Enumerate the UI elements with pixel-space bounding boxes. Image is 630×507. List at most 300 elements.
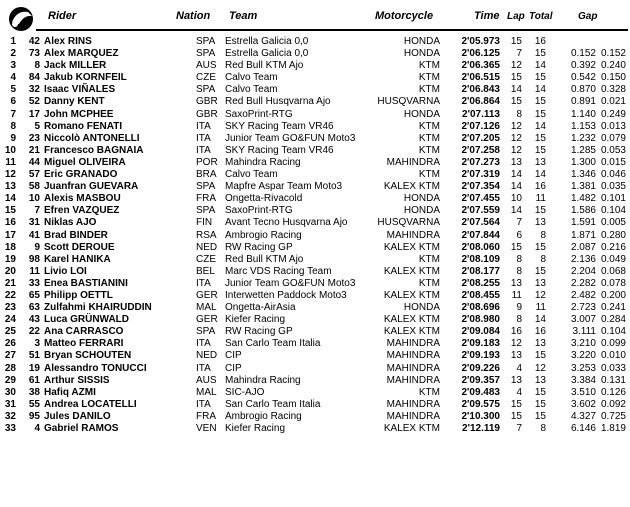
cell-moto: KTM (418, 277, 440, 289)
table-row (0, 48, 630, 60)
cell-total: 16 (534, 181, 546, 193)
cell-rider: Livio LOI (44, 265, 87, 277)
cell-total: 12 (534, 362, 546, 374)
cell-pos: 27 (4, 350, 16, 362)
table-row (0, 423, 630, 435)
cell-nation: AUS (196, 374, 217, 386)
cell-team: Ongetta-AirAsia (225, 302, 296, 314)
cell-moto: MAHINDRA (386, 410, 440, 422)
cell-num: 23 (28, 132, 40, 144)
cell-moto: HUSQVARNA (377, 217, 440, 229)
cell-pos: 13 (4, 181, 16, 193)
table-row (0, 217, 630, 229)
cell-lap: 7 (516, 48, 522, 60)
cell-num: 33 (28, 277, 40, 289)
cell-nation: BRA (196, 169, 217, 181)
cell-total: 12 (534, 289, 546, 301)
cell-nation: FRA (196, 410, 216, 422)
cell-rider: Alex MARQUEZ (44, 48, 119, 60)
cell-total: 15 (534, 48, 546, 60)
table-row (0, 326, 630, 338)
cell-gap2: 0.104 (600, 326, 626, 338)
cell-num: 10 (28, 193, 40, 205)
cell-team: Mapfre Aspar Team Moto3 (225, 181, 343, 193)
cell-total: 15 (534, 108, 546, 120)
cell-team: Calvo Team (225, 72, 278, 84)
cell-team: Marc VDS Racing Team (225, 265, 332, 277)
cell-num: 43 (28, 314, 40, 326)
cell-moto: KALEX KTM (383, 423, 440, 434)
cell-gap2: 0.010 (600, 350, 626, 362)
cell-gap2: 0.099 (600, 338, 626, 350)
cell-num: 19 (28, 362, 40, 374)
cell-gap2: 0.240 (600, 60, 626, 72)
cell-num: 22 (28, 326, 40, 338)
cell-moto: KALEX KTM (383, 289, 440, 301)
header-nation: Nation (176, 10, 211, 22)
cell-nation: ITA (196, 132, 211, 144)
table-row (0, 411, 630, 423)
cell-time: 2'08.980 (461, 314, 500, 326)
cell-total: 15 (534, 241, 546, 253)
cell-team: Ambrogio Racing (225, 229, 302, 241)
cell-total: 14 (534, 84, 546, 96)
header-total: Total (529, 11, 553, 22)
cell-num: 7 (34, 205, 40, 217)
header-motorcycle: Motorcycle (375, 10, 434, 22)
cell-gap: 1.285 (570, 144, 596, 156)
table-row (0, 302, 630, 314)
cell-total: 14 (534, 60, 546, 72)
cell-lap: 8 (516, 314, 522, 326)
cell-moto: KTM (418, 132, 440, 144)
cell-lap: 13 (510, 374, 522, 386)
cell-time: 2'10.300 (461, 410, 500, 422)
cell-gap: 3.007 (570, 314, 596, 326)
cell-rider: Enea BASTIANINI (44, 277, 128, 289)
cell-num: 55 (28, 398, 40, 410)
table-row (0, 193, 630, 205)
cell-gap: 2.136 (570, 253, 596, 265)
cell-gap: 2.723 (570, 302, 596, 314)
cell-nation: ITA (196, 277, 211, 289)
cell-gap2: 0.092 (600, 398, 626, 410)
cell-moto: KTM (418, 253, 440, 265)
cell-num: 52 (28, 96, 40, 108)
cell-moto: KALEX KTM (383, 265, 440, 277)
cell-total: 13 (534, 217, 546, 229)
cell-lap: 12 (510, 132, 522, 144)
cell-num: 63 (28, 302, 40, 314)
cell-time: 2'12.119 (462, 423, 500, 434)
cell-rider: Romano FENATI (44, 120, 123, 132)
cell-nation: AUS (196, 60, 217, 72)
cell-total: 14 (534, 169, 546, 181)
cell-time: 2'07.564 (461, 217, 500, 229)
cell-nation: SPA (196, 48, 216, 60)
cell-gap2: 0.079 (600, 132, 626, 144)
header-time: Time (474, 10, 500, 22)
cell-lap: 7 (516, 423, 522, 434)
table-row (0, 96, 630, 108)
cell-gap2: 0.035 (600, 181, 626, 193)
cell-team: Mahindra Racing (225, 156, 301, 168)
cell-lap: 15 (510, 398, 522, 410)
cell-time: 2'09.183 (461, 338, 500, 350)
cell-team: Avant Tecno Husqvarna Ajo (225, 217, 348, 229)
cell-pos: 8 (10, 120, 16, 132)
cell-lap: 4 (516, 386, 522, 398)
cell-time: 2'07.126 (461, 120, 500, 132)
header-gap: Gap (578, 11, 598, 22)
cell-lap: 14 (510, 205, 522, 217)
table-row (0, 266, 630, 278)
cell-team: SKY Racing Team VR46 (225, 120, 334, 132)
cell-lap: 15 (510, 96, 522, 108)
cell-rider: Jack MILLER (44, 60, 107, 72)
cell-total: 13 (534, 156, 546, 168)
table-row (0, 230, 630, 242)
cell-team: Calvo Team (225, 169, 278, 181)
cell-pos: 33 (4, 423, 16, 434)
table-row (0, 363, 630, 375)
cell-gap2: 0.241 (600, 302, 626, 314)
cell-time: 2'07.354 (461, 181, 500, 193)
cell-rider: Gabriel RAMOS (44, 423, 119, 434)
cell-total: 15 (534, 144, 546, 156)
cell-time: 2'09.084 (461, 326, 500, 338)
cell-total: 15 (534, 265, 546, 277)
cell-time: 2'07.844 (461, 229, 500, 241)
cell-moto: MAHINDRA (386, 338, 440, 350)
cell-lap: 15 (510, 410, 522, 422)
cell-time: 2'07.559 (461, 205, 500, 217)
cell-nation: GER (196, 289, 218, 301)
cell-total: 16 (534, 326, 546, 338)
cell-gap2: 0.200 (600, 289, 626, 301)
cell-gap: 1.153 (570, 120, 596, 132)
cell-total: 15 (534, 132, 546, 144)
cell-team: Red Bull Husqvarna Ajo (225, 96, 331, 108)
cell-team: SaxoPrint-RTG (225, 205, 293, 217)
cell-nation: ITA (196, 338, 211, 350)
cell-lap: 10 (510, 193, 522, 205)
cell-time: 2'07.205 (461, 132, 500, 144)
cell-lap: 15 (510, 241, 522, 253)
cell-rider: Alex RINS (44, 36, 92, 47)
cell-num: 5 (34, 120, 40, 132)
cell-rider: Eric GRANADO (44, 169, 118, 181)
cell-total: 13 (534, 374, 546, 386)
cell-lap: 15 (510, 72, 522, 84)
cell-lap: 13 (510, 350, 522, 362)
cell-rider: Miguel OLIVEIRA (44, 156, 126, 168)
cell-pos: 6 (10, 96, 16, 108)
cell-time: 2'09.483 (461, 386, 500, 398)
table-row (0, 60, 630, 72)
cell-pos: 23 (4, 302, 16, 314)
cell-gap2: 0.005 (600, 217, 626, 229)
cell-time: 2'06.515 (461, 72, 500, 84)
cell-moto: KTM (418, 144, 440, 156)
cell-rider: Niccolò ANTONELLI (44, 132, 140, 144)
cell-nation: BEL (196, 265, 215, 277)
cell-gap: 1.140 (570, 108, 596, 120)
cell-time: 2'07.273 (461, 156, 500, 168)
cell-gap2: 0.284 (600, 314, 626, 326)
cell-team: RW Racing GP (225, 241, 293, 253)
cell-num: 8 (34, 60, 40, 72)
cell-time: 2'08.455 (461, 289, 500, 301)
cell-num: 84 (28, 72, 40, 84)
cell-nation: ITA (196, 120, 211, 132)
cell-team: Interwetten Paddock Moto3 (225, 289, 347, 301)
cell-pos: 11 (5, 156, 16, 168)
cell-gap2: 0.068 (600, 265, 626, 277)
cell-nation: ITA (196, 398, 211, 410)
cell-team: San Carlo Team Italia (225, 398, 321, 410)
table-row (0, 242, 630, 254)
cell-lap: 15 (510, 36, 522, 47)
table-row (0, 350, 630, 362)
cell-time: 2'08.177 (461, 265, 500, 277)
cell-pos: 3 (10, 60, 16, 72)
cell-nation: ITA (196, 144, 211, 156)
cell-rider: Juanfran GUEVARA (44, 181, 139, 193)
cell-moto: KTM (418, 120, 440, 132)
cell-num: 42 (28, 36, 40, 47)
cell-gap2: 0.078 (600, 277, 626, 289)
cell-gap: 1.346 (570, 169, 596, 181)
cell-moto: MAHINDRA (386, 374, 440, 386)
cell-team: RW Racing GP (225, 326, 293, 338)
header-rider: Rider (48, 10, 77, 22)
cell-moto: KTM (418, 72, 440, 84)
cell-pos: 24 (4, 314, 16, 326)
cell-team: Mahindra Racing (225, 374, 301, 386)
cell-nation: SPA (196, 36, 216, 47)
cell-pos: 21 (4, 277, 16, 289)
cell-lap: 8 (516, 253, 522, 265)
cell-num: 57 (28, 169, 40, 181)
cell-rider: Matteo FERRARI (44, 338, 124, 350)
cell-gap2: 0.046 (600, 169, 626, 181)
table-row (0, 278, 630, 290)
cell-time: 2'09.226 (461, 362, 500, 374)
cell-rider: Luca GRÜNWALD (44, 314, 129, 326)
cell-total: 14 (534, 314, 546, 326)
cell-gap: 1.871 (570, 229, 596, 241)
cell-gap: 2.204 (570, 265, 596, 277)
cell-total: 13 (534, 277, 546, 289)
cell-total: 15 (534, 410, 546, 422)
cell-gap2: 0.104 (600, 205, 626, 217)
cell-pos: 31 (4, 398, 16, 410)
cell-rider: Alessandro TONUCCI (44, 362, 147, 374)
cell-team: Kiefer Racing (225, 314, 286, 326)
cell-rider: Jakub KORNFEIL (44, 72, 127, 84)
cell-rider: John MCPHEE (44, 108, 114, 120)
cell-team: Calvo Team (225, 84, 278, 96)
cell-moto: HONDA (403, 193, 440, 205)
cell-lap: 6 (516, 229, 522, 241)
header-lap: Lap (507, 11, 525, 22)
table-row (0, 84, 630, 96)
cell-moto: HUSQVARNA (377, 96, 440, 108)
table-row (0, 205, 630, 217)
table-row (0, 387, 630, 399)
cell-time: 2'09.575 (461, 398, 500, 410)
cell-moto: HONDA (403, 205, 440, 217)
cell-pos: 32 (4, 410, 16, 422)
cell-gap: 1.232 (570, 132, 596, 144)
cell-pos: 17 (4, 229, 16, 241)
cell-time: 2'07.319 (461, 169, 500, 181)
cell-moto: KALEX KTM (383, 181, 440, 193)
cell-num: 65 (28, 289, 40, 301)
cell-nation: POR (196, 156, 218, 168)
cell-lap: 16 (510, 326, 522, 338)
cell-total: 16 (534, 36, 546, 47)
cell-gap2: 0.328 (600, 84, 626, 96)
cell-rider: Zulfahmi KHAIRUDDIN (44, 302, 152, 314)
cell-lap: 13 (510, 156, 522, 168)
cell-gap2: 0.216 (600, 241, 626, 253)
cell-moto: KALEX KTM (383, 326, 440, 338)
cell-team: Ambrogio Racing (225, 410, 302, 422)
cell-pos: 25 (4, 326, 16, 338)
cell-pos: 12 (4, 169, 16, 181)
table-row (0, 399, 630, 411)
cell-lap: 12 (510, 120, 522, 132)
cell-gap: 3.602 (570, 398, 596, 410)
cell-nation: FRA (196, 193, 216, 205)
cell-gap: 1.300 (570, 156, 596, 168)
cell-gap2: 0.152 (600, 48, 626, 60)
cell-pos: 9 (10, 132, 16, 144)
cell-pos: 20 (4, 265, 16, 277)
cell-num: 21 (28, 144, 40, 156)
cell-nation: SPA (196, 84, 216, 96)
cell-rider: Francesco BAGNAIA (44, 144, 144, 156)
table-row (0, 169, 630, 181)
cell-gap: 3.210 (570, 338, 596, 350)
cell-pos: 1 (10, 36, 16, 47)
cell-nation: SPA (196, 326, 216, 338)
cell-team: SIC-AJO (225, 386, 265, 398)
cell-team: Ongetta-Rivacold (225, 193, 303, 205)
cell-rider: Arthur SISSIS (44, 374, 110, 386)
cell-gap: 1.591 (570, 217, 596, 229)
cell-total: 13 (534, 338, 546, 350)
cell-gap2: 0.131 (600, 374, 626, 386)
table-row (0, 254, 630, 266)
cell-total: 11 (535, 193, 546, 205)
cell-rider: Philipp OETTL (44, 289, 113, 301)
cell-time: 2'09.357 (461, 374, 500, 386)
cell-gap: 0.891 (570, 96, 596, 108)
cell-rider: Scott DEROUE (44, 241, 115, 253)
cell-moto: HONDA (403, 48, 440, 60)
cell-lap: 9 (516, 302, 522, 314)
cell-total: 15 (534, 398, 546, 410)
cell-time: 2'08.255 (461, 277, 500, 289)
cell-nation: GBR (196, 108, 218, 120)
cell-rider: Bryan SCHOUTEN (44, 350, 132, 362)
cell-rider: Isaac VIÑALES (44, 84, 116, 96)
cell-time: 2'08.696 (461, 302, 500, 314)
cell-gap: 3.510 (570, 386, 596, 398)
cell-nation: MAL (196, 302, 217, 314)
cell-rider: Alexis MASBOU (44, 193, 121, 205)
cell-gap2: 0.725 (600, 410, 626, 422)
cell-pos: 29 (4, 374, 16, 386)
cell-rider: Ana CARRASCO (44, 326, 124, 338)
cell-gap2: 0.150 (600, 72, 626, 84)
table-row (0, 109, 630, 121)
cell-time: 2'07.113 (462, 108, 500, 120)
cell-moto: MAHINDRA (386, 156, 440, 168)
cell-pos: 14 (4, 193, 16, 205)
cell-num: 32 (28, 84, 40, 96)
cell-lap: 4 (516, 362, 522, 374)
cell-team: SaxoPrint-RTG (225, 108, 293, 120)
cell-nation: VEN (196, 423, 217, 434)
cell-gap: 3.220 (570, 350, 596, 362)
cell-gap2: 1.819 (600, 423, 626, 434)
cell-gap: 3.111 (572, 326, 596, 338)
cell-total: 15 (534, 205, 546, 217)
cell-lap: 11 (511, 289, 522, 301)
cell-moto: HONDA (403, 302, 440, 314)
cell-lap: 8 (516, 265, 522, 277)
cell-team: SKY Racing Team VR46 (225, 144, 334, 156)
table-row (0, 145, 630, 157)
cell-pos: 18 (4, 241, 16, 253)
table-row (0, 133, 630, 145)
cell-nation: SPA (196, 205, 216, 217)
cell-total: 8 (540, 423, 546, 434)
cell-lap: 12 (510, 60, 522, 72)
cell-lap: 8 (516, 108, 522, 120)
cell-gap: 3.253 (570, 362, 596, 374)
cell-moto: MAHINDRA (386, 350, 440, 362)
table-row (0, 181, 630, 193)
cell-gap: 2.087 (570, 241, 596, 253)
cell-moto: MAHINDRA (386, 398, 440, 410)
cell-pos: 2 (10, 48, 16, 60)
cell-team: Red Bull KTM Ajo (225, 253, 304, 265)
cell-total: 15 (534, 96, 546, 108)
cell-pos: 7 (10, 108, 16, 120)
cell-lap: 12 (510, 338, 522, 350)
cell-gap2: 0.033 (600, 362, 626, 374)
cell-total: 15 (534, 386, 546, 398)
cell-time: 2'09.193 (461, 350, 500, 362)
cell-nation: CZE (196, 72, 216, 84)
cell-gap2: 0.126 (600, 386, 626, 398)
cell-total: 15 (534, 350, 546, 362)
cell-gap2: 0.249 (600, 108, 626, 120)
cell-moto: MAHINDRA (386, 229, 440, 241)
cell-pos: 4 (10, 72, 16, 84)
cell-pos: 10 (4, 144, 16, 156)
cell-total: 8 (540, 253, 546, 265)
cell-pos: 5 (10, 84, 16, 96)
cell-gap2: 0.013 (600, 120, 626, 132)
cell-gap: 0.870 (570, 84, 596, 96)
table-row (0, 121, 630, 133)
